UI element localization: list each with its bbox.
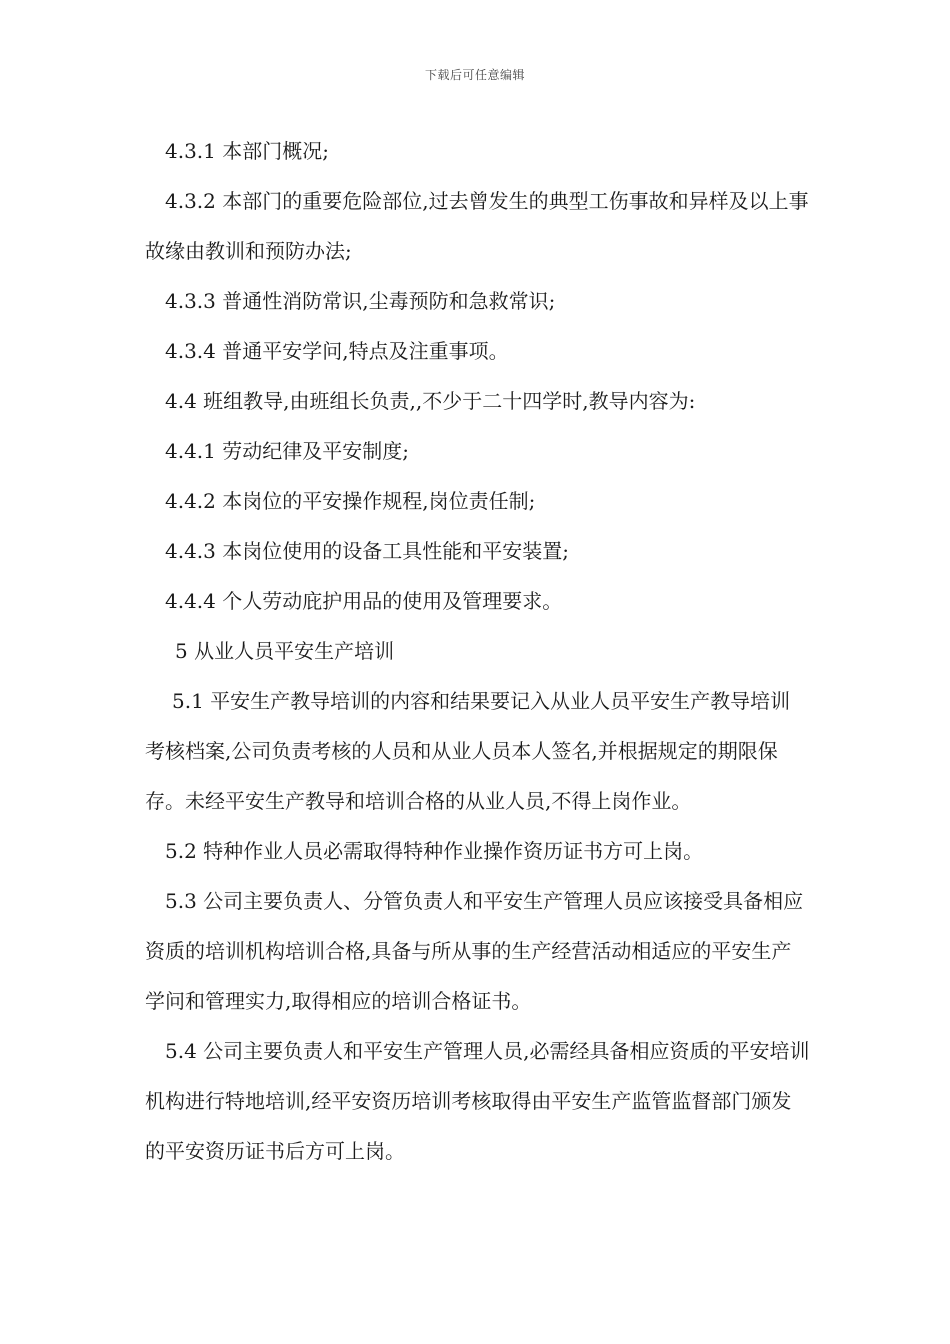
page-header: 下载后可任意编辑 — [424, 68, 525, 82]
paragraph-5-1: 5.1 平安生产教导培训的内容和结果要记入从业人员平安生产教导培训考核档案,公司负责考核的人员和从业人员本人签名,并根据规定的期限保存。未经平安生产教导和培训合格的从业人员,不得上岗作业。 — [145, 689, 791, 813]
paragraph-5-4: 5.4 公司主要负责人和平安生产管理人员,必需经具备相应资质的平安培训机构进行特地培训,经平安资历培训考核取得由平安生产监管监督部门颁发的平安资历证书后方可上岗。 — [145, 1039, 810, 1163]
paragraph-5-2: 5.2 特种作业人员必需取得特种作业操作资历证书方可上岗。 — [165, 839, 704, 863]
paragraph-4-3-4: 4.3.4 普通平安学问,特点及注重事项。 — [165, 339, 509, 363]
paragraph-5-3: 5.3 公司主要负责人、分管负责人和平安生产管理人员应该接受具备相应资质的培训机构培训合格,具备与所从事的生产经营活动相适应的平安生产学问和管理实力,取得相应的培训合格证书。 — [145, 889, 804, 1013]
paragraph-4-4-1: 4.4.1 劳动纪律及平安制度; — [165, 439, 409, 463]
paragraph-4-4-3: 4.4.3 本岗位使用的设备工具性能和平安装置; — [165, 539, 569, 563]
document-body — [145, 126, 810, 1176]
paragraph-4-4-2: 4.4.2 本岗位的平安操作规程,岗位责任制; — [165, 489, 536, 513]
paragraph-4-3-2: 4.3.2 本部门的重要危险部位,过去曾发生的典型工伤事故和异样及以上事故缘由教训和预防办法; — [145, 189, 809, 263]
paragraph-4-4-4: 4.4.4 个人劳动庇护用品的使用及管理要求。 — [165, 589, 563, 613]
paragraph-4-3-1: 4.3.1 本部门概况; — [165, 139, 329, 163]
paragraph-4-4: 4.4 班组教导,由班组长负责,,不少于二十四学时,教导内容为: — [165, 389, 696, 413]
section-heading-5: 5 从业人员平安生产培训 — [175, 639, 395, 663]
paragraph-4-3-3: 4.3.3 普通性消防常识,尘毒预防和急救常识; — [165, 289, 556, 313]
